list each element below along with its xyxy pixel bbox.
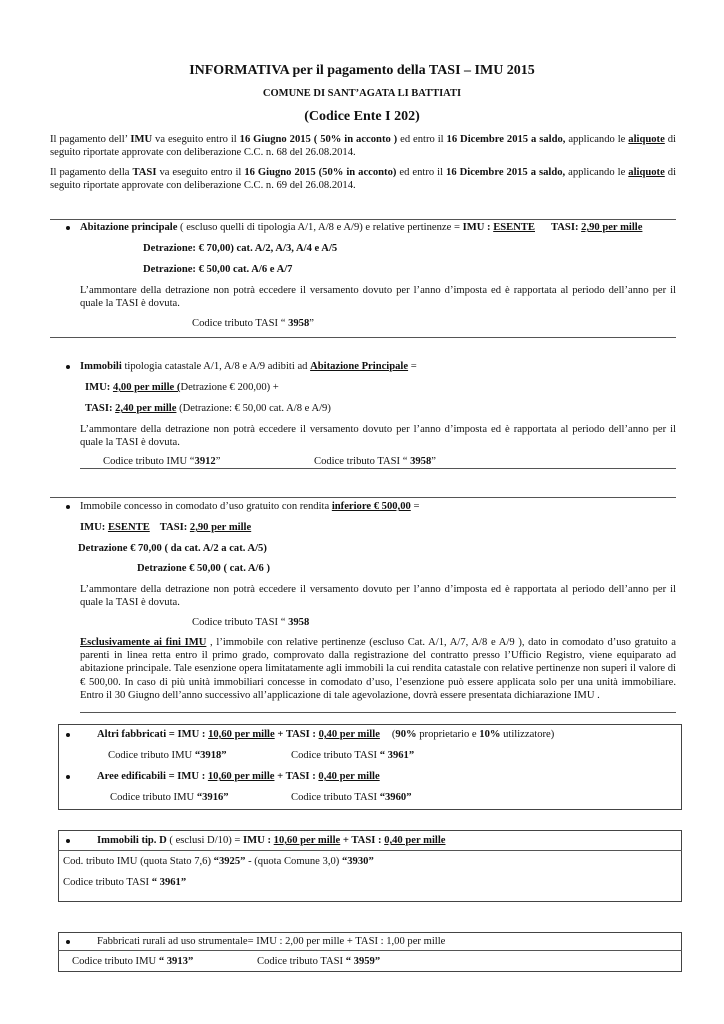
text: utilizzatore) <box>500 729 555 740</box>
text: Codice tributo IMU “ <box>103 456 195 467</box>
text: = <box>408 361 417 372</box>
text: ed entro il <box>397 134 447 145</box>
intro-tasi-paragraph <box>50 166 676 192</box>
s5-codice-tasi <box>63 876 186 889</box>
text: (Detrazione: € 50,00 cat. A/8 e A/9) <box>176 403 331 414</box>
s4-codice-imu-1 <box>108 749 227 762</box>
text: ( esclusi D/10) = <box>166 835 244 846</box>
text: Immobili <box>80 361 122 372</box>
page-title: INFORMATIVA per il pagamento della TASI – IMU 2015 <box>189 63 535 78</box>
codice-ente: (Codice Ente I 202) <box>304 109 420 124</box>
text: IMU: <box>80 522 108 533</box>
text: TASI : <box>351 835 385 846</box>
s2-codice-imu <box>103 455 220 468</box>
text: “ 3959” <box>345 956 381 967</box>
text: IMU : <box>243 835 274 846</box>
text: ESENTE <box>107 522 150 533</box>
s2-imu <box>85 381 279 394</box>
text: ” <box>309 318 314 329</box>
bullet-icon <box>66 505 70 509</box>
text: IMU : <box>462 222 494 233</box>
divider <box>50 497 676 498</box>
text: IMU: <box>85 382 113 393</box>
s2-codice-tasi <box>314 455 436 468</box>
divider <box>80 468 676 469</box>
text: - (quota Comune 3,0) <box>245 856 342 867</box>
divider <box>58 950 682 951</box>
text: Cod. tributo IMU (quota Stato 7,6) <box>63 856 214 867</box>
text: 0,40 per mille <box>318 771 380 782</box>
text: 16 Dicembre 2015 a saldo, <box>446 167 566 178</box>
text: 3912 <box>194 456 216 467</box>
text: “ 3961” <box>151 877 187 888</box>
text: aliquote <box>628 167 665 178</box>
s2-tasi <box>85 402 331 415</box>
text: Abitazione principale <box>80 222 178 233</box>
s2-note: L’ammontare della detrazione non potrà eccedere il versamento dovuto per l’anno d’imposta ed è rapportata al periodo dell’anno per il quale la TASI è dovuta. <box>80 424 676 449</box>
bullet-icon <box>66 940 70 944</box>
s6-heading: Fabbricati rurali ad uso strumentale= IMU : 2,00 per mille + TASI : 1,00 per mille <box>97 936 446 947</box>
text: applicando le <box>565 134 629 145</box>
text: Codice tributo TASI “ <box>192 617 289 628</box>
text: Abitazione Principale <box>310 361 409 372</box>
text: = <box>410 501 420 512</box>
text: 3958 <box>288 617 310 628</box>
s3-heading <box>80 500 419 513</box>
text: 16 Dicembre 2015 a saldo, <box>446 134 566 145</box>
text: 0,40 per mille <box>384 835 446 846</box>
s5-heading <box>97 834 445 847</box>
text: ” <box>215 456 221 467</box>
text: 3958 <box>288 318 310 329</box>
text: 3958 <box>410 456 432 467</box>
text: 16 Giugno 2015 (50% in acconto) <box>244 167 397 178</box>
s6-codice-imu <box>72 955 193 968</box>
s6-codice-tasi <box>257 955 380 968</box>
text: inferiore € 500,00 <box>331 501 411 512</box>
bullet-icon <box>66 839 70 843</box>
s4-codice-tasi-1 <box>291 749 414 762</box>
text: “3916” <box>196 792 229 803</box>
divider <box>58 850 682 851</box>
text: 90% <box>395 729 417 740</box>
text: 4,00 per mille ( <box>112 382 181 393</box>
s5-codice-imu <box>63 855 374 868</box>
text: Codice tributo IMU <box>72 956 159 967</box>
text: Immobile concesso in comodato d’uso gratuito con rendita <box>80 501 332 512</box>
text: Detrazione € 200,00) + <box>180 382 279 393</box>
bullet-icon <box>66 365 70 369</box>
bullet-icon <box>66 775 70 779</box>
text: Codice tributo IMU <box>108 750 195 761</box>
divider <box>50 219 676 220</box>
s2-heading <box>80 360 417 373</box>
text: 10,60 per mille <box>208 729 275 740</box>
s3-rates <box>80 521 251 534</box>
s4-altri-fabbricati <box>97 728 554 741</box>
text: ( <box>391 729 396 740</box>
text: 2,90 per mille <box>189 522 252 533</box>
s3-codice <box>192 616 309 629</box>
text: di seguito riportate approvate con deliberazione C.C. n. 69 del 26.08.2014. <box>50 167 677 192</box>
text: 16 Giugno 2015 ( 50% in acconto ) <box>239 134 398 145</box>
text: ( escluso quelli di tipologia A/1, A/8 e A/9) e relative pertinenze = <box>177 222 463 233</box>
text: Esclusivamente ai fini IMU <box>80 637 207 648</box>
text: “ 3961” <box>379 750 415 761</box>
text: + TASI : <box>274 771 319 782</box>
text: di seguito riportate approvate con deliberazione C.C. n. 68 del 26.08.2014. <box>50 134 676 159</box>
text: proprietario e <box>416 729 480 740</box>
text: 10,60 per mille <box>207 771 275 782</box>
text: Il pagamento dell’ <box>50 134 131 145</box>
text: va eseguito entro il <box>152 134 240 145</box>
text: TASI: <box>85 403 116 414</box>
s3-detrazione-2: Detrazione € 50,00 ( cat. A/6 ) <box>137 563 270 574</box>
text: 0,40 per mille <box>318 729 380 740</box>
s1-heading <box>80 221 642 234</box>
text: Codice tributo TASI <box>63 877 152 888</box>
text: 10,60 per mille <box>273 835 341 846</box>
s1-codice <box>192 317 314 330</box>
text: Altri fabbricati = IMU : <box>97 729 209 740</box>
text: ESENTE <box>493 222 535 233</box>
s3-detrazione-1: Detrazione € 70,00 ( da cat. A/2 a cat. A/5) <box>78 543 267 554</box>
text: Codice tributo TASI <box>291 792 380 803</box>
text: Codice tributo IMU <box>110 792 197 803</box>
text: IMU <box>130 134 153 145</box>
s3-note: L’ammontare della detrazione non potrà eccedere il versamento dovuto per l’anno d’imposta ed è rapportata al periodo dell’anno per il quale la TASI è dovuta. <box>80 584 676 609</box>
text: applicando le <box>565 167 629 178</box>
text: ” <box>431 456 436 467</box>
s1-note: L’ammontare della detrazione non potrà eccedere il versamento dovuto per l’anno d’imposta ed è rapportata al periodo dell’anno per il quale la TASI è dovuta. <box>80 285 676 310</box>
divider <box>50 337 676 338</box>
s4-codice-imu-2 <box>110 791 229 804</box>
text: “3918” <box>194 750 227 761</box>
text: “3925” <box>213 856 246 867</box>
text: 10% <box>479 729 501 740</box>
text: Aree edificabili = IMU : <box>97 771 208 782</box>
s1-detrazione-1: Detrazione: € 70,00) cat. A/2, A/3, A/4 e A/5 <box>143 243 338 254</box>
text: TASI: <box>159 522 190 533</box>
s1-detrazione-2: Detrazione: € 50,00 cat. A/6 e A/7 <box>143 264 293 275</box>
text: Il pagamento della <box>50 167 133 178</box>
text: TASI: <box>551 222 582 233</box>
text: aliquote <box>628 134 665 145</box>
comune-name: COMUNE DI SANT’AGATA LI BATTIATI <box>262 88 462 99</box>
text: , l’immobile con relative pertinenze (escluso Cat. A/1, A/7, A/8 e A/9 ), dato in comodato d’uso gratuito a parenti in linea retta entro il primo grado, comprovato dalla registrazione del contratto presso l’Ufficio Registro, viene equiparato ad abitazione principale. Tale esenzione opera limitatamente agli immobili la cui rendita catastale con relative pertinenze non superi il valore di € 500,00. In caso di più unità immobiliari concesse in comodato d’uso, l’esenzione può essere applicata solo per una unità immobiliare. Entro il 30 Giugno dell’anno successivo all’applicazione di tale agevolazione, dovrà essere presentata dichiarazione IMU . <box>80 637 676 701</box>
text: 2,90 per mille <box>581 222 643 233</box>
text: tipologia catastale A/1, A/8 e A/9 adibiti ad <box>121 361 311 372</box>
intro-imu-paragraph <box>50 133 676 159</box>
text: ed entro il <box>396 167 447 178</box>
text: “3930” <box>341 856 374 867</box>
text: “ 3913” <box>158 956 194 967</box>
text: Codice tributo TASI “ <box>314 456 411 467</box>
text: Codice tributo TASI <box>291 750 380 761</box>
text: Codice tributo TASI <box>257 956 346 967</box>
text: TASI <box>132 167 157 178</box>
text: + <box>340 835 352 846</box>
text: 2,40 per mille <box>115 403 177 414</box>
bullet-icon <box>66 226 70 230</box>
s4-aree-edificabili <box>97 770 380 783</box>
text: Codice tributo TASI “ <box>192 318 289 329</box>
divider <box>80 712 676 713</box>
text: Immobili tip. D <box>97 835 167 846</box>
text: “3960” <box>379 792 412 803</box>
text: va eseguito entro il <box>156 167 245 178</box>
s4-codice-tasi-2 <box>291 791 411 804</box>
bullet-icon <box>66 733 70 737</box>
s3-esclusione-paragraph <box>80 636 676 702</box>
text: + TASI : <box>274 729 319 740</box>
